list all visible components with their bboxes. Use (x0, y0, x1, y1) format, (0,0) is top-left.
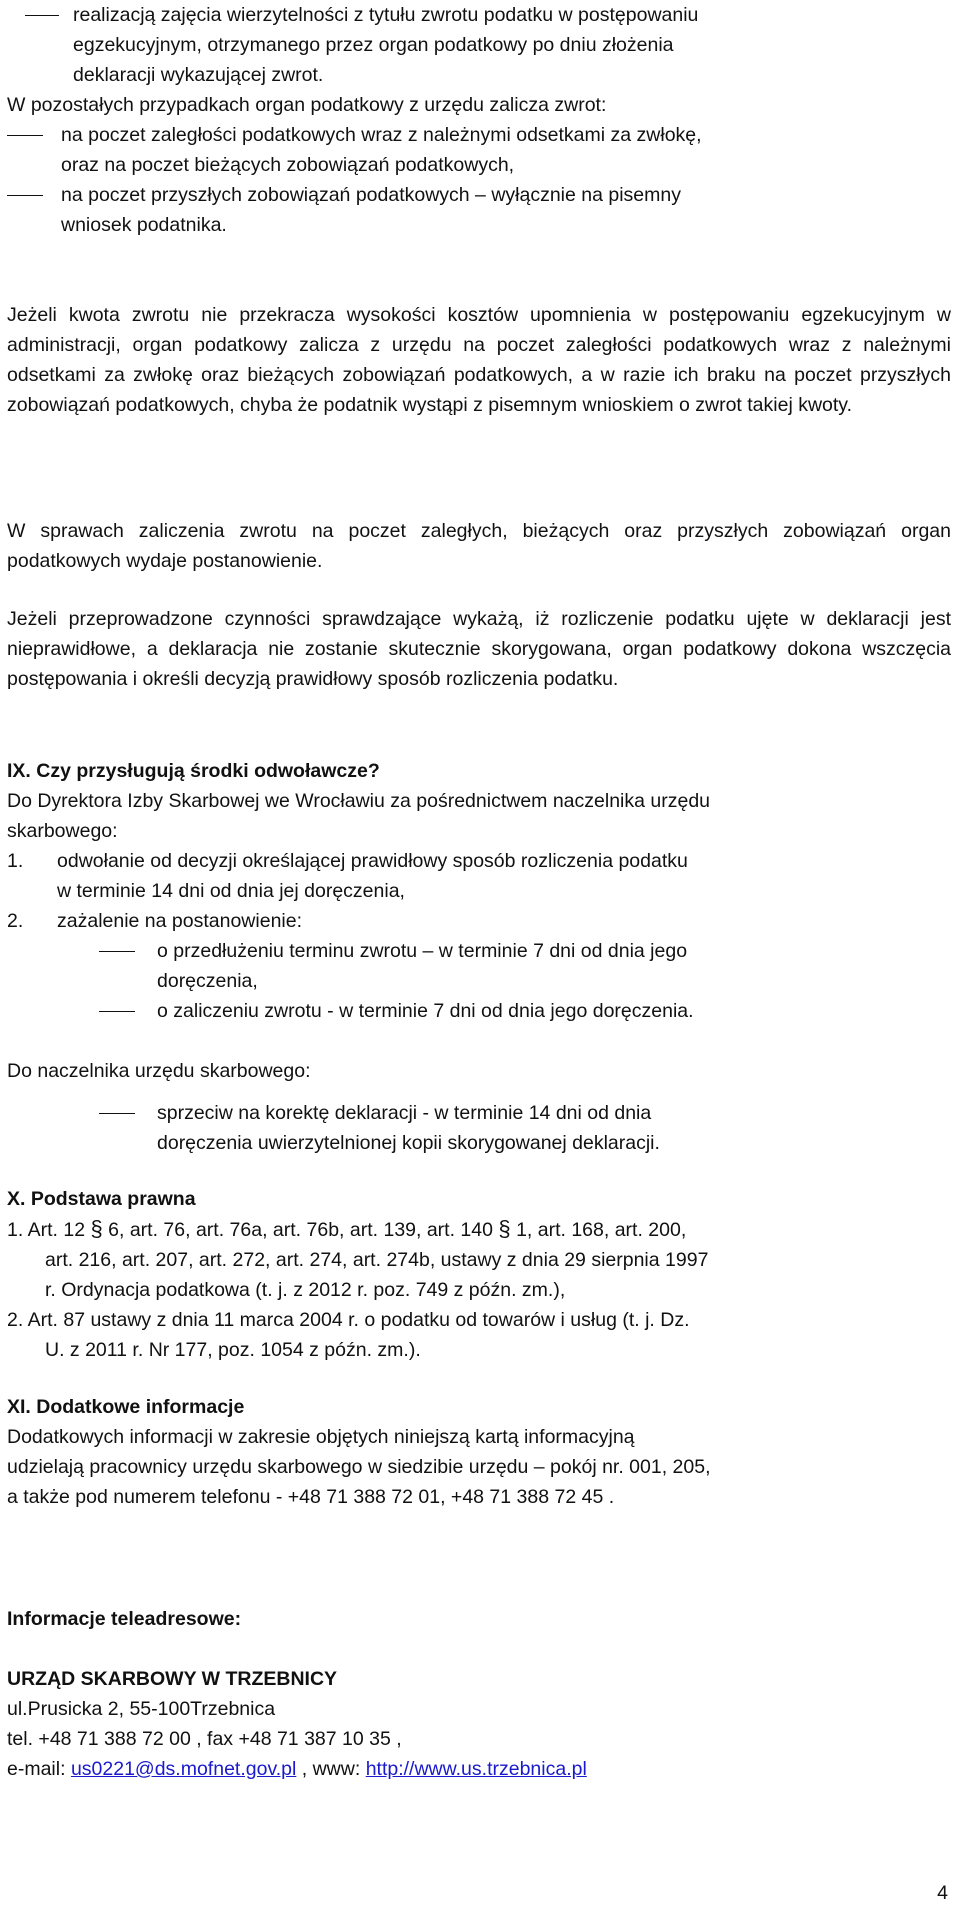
law-item-1-part-a: 1. Art. 12 (7, 1219, 86, 1241)
law-item-1-part-c: 1, art. 168, art. 200, (516, 1219, 687, 1241)
other-item-1b: oraz na poczet bieżących zobowiązań podatkowych, (61, 154, 515, 176)
paragraph-other-cases (7, 90, 951, 240)
section-xi-line-3: a także pod numerem telefonu - +48 71 388 72 01, +48 71 388 72 45 . (7, 1486, 615, 1508)
intro-line-1: realizacją zajęcia wierzytelności z tytułu zwrotu podatku w postępowaniu (73, 4, 699, 26)
paragraph-cost: Jeżeli kwota zwrotu nie przekracza wysokości kosztów upomnienia w postępowaniu egzekucyjnym w administracji, organ podatkowy zalicza z urzędu na poczet zaległości podatkowych wraz z należnymi odsetkami za zwłokę oraz bieżących zobowiązań podatkowych, a w razie ich braku na poczet przyszłych zobowiązań podatkowych, chyba że podatnik wystąpi z pisemnym wnioskiem o zwrot takiej kwoty. (7, 304, 951, 416)
contact-block (7, 1604, 951, 1784)
paragraph-sign-icon: § (498, 1216, 511, 1241)
section-x-title: X. Podstawa prawna (7, 1188, 196, 1210)
email-label: e-mail: (7, 1758, 71, 1780)
office-phone: tel. +48 71 388 72 00 , fax +48 71 387 10 35 , (7, 1728, 402, 1750)
section-xi-line-1: Dodatkowych informacji w zakresie objętych niniejszą kartą informacyjną (7, 1426, 635, 1448)
other-item-2a: na poczet przyszłych zobowiązań podatkowych – wyłącznie na pisemny (61, 184, 681, 206)
other-item-1a: na poczet zaległości podatkowych wraz z należnymi odsetkami za zwłokę, (61, 124, 702, 146)
paragraph-sign-icon: § (90, 1216, 103, 1241)
appeal-sub-1a: o przedłużeniu terminu zwrotu – w terminie 7 dni od dnia jego (157, 940, 688, 962)
dash-bullet (7, 195, 43, 196)
dash-bullet (7, 135, 43, 136)
website-link[interactable]: http://www.us.trzebnica.pl (365, 1758, 587, 1780)
section-ix-lead-1: Do Dyrektora Izby Skarbowej we Wrocławiu za pośrednictwem naczelnika urzędu (7, 790, 711, 812)
section-ix-title: IX. Czy przysługują środki odwoławcze? (7, 760, 380, 782)
section-xi-line-2: udzielają pracownicy urzędu skarbowego w siedzibie urzędu – pokój nr. 001, 205, (7, 1456, 711, 1478)
naczelnik-sub-a: sprzeciw na korektę deklaracji - w terminie 14 dni od dnia (157, 1102, 652, 1124)
office-address: ul.Prusicka 2, 55-100Trzebnica (7, 1698, 276, 1720)
dash-bullet (99, 1011, 135, 1012)
section-x (7, 1184, 951, 1365)
email-link[interactable]: us0221@ds.mofnet.gov.pl (70, 1758, 297, 1780)
appeal-item-2: zażalenie na postanowienie: (57, 910, 303, 932)
dash-bullet (25, 15, 59, 16)
naczelnik-lead: Do naczelnika urzędu skarbowego: (7, 1060, 311, 1082)
appeal-item-1b: w terminie 14 dni od dnia jej doręczenia, (57, 880, 405, 902)
other-lead: W pozostałych przypadkach organ podatkowy z urzędu zalicza zwrot: (7, 94, 607, 116)
paragraph-check: Jeżeli przeprowadzone czynności sprawdzające wykażą, iż rozliczenie podatku ujęte w deklaracji jest nieprawidłowe, a deklaracja nie zostanie skutecznie skorygowana, organ podatkowy dokona wszczęcia postępowania i określi decyzją prawidłowy sposób rozliczenia podatku. (7, 608, 951, 690)
section-xi (7, 1392, 951, 1512)
law-item-1-part-b: 6, art. 76, art. 76a, art. 76b, art. 139, art. 140 (108, 1219, 493, 1241)
dash-bullet (99, 951, 135, 952)
dash-bullet (99, 1113, 135, 1114)
appeal-item-1a: odwołanie od decyzji określającej prawidłowy sposób rozliczenia podatku (57, 850, 688, 872)
item-number: 2. (7, 910, 24, 932)
contact-heading: Informacje teleadresowe: (7, 1608, 242, 1630)
law-item-1-line-2: art. 216, art. 207, art. 272, art. 274, art. 274b, ustawy z dnia 29 sierpnia 1997 (45, 1249, 709, 1271)
section-ix-naczelnik (7, 1056, 951, 1158)
law-item-1-line-3: r. Ordynacja podatkowa (t. j. z 2012 r. poz. 749 z późn. zm.), (45, 1279, 566, 1301)
law-item-2-line-2: U. z 2011 r. Nr 177, poz. 1054 z późn. zm.). (45, 1339, 421, 1361)
naczelnik-sub-b: doręczenia uwierzytelnionej kopii skorygowanej deklaracji. (157, 1132, 660, 1154)
section-ix (7, 756, 951, 1026)
intro-list-item (7, 0, 951, 90)
item-number: 1. (7, 850, 24, 872)
www-label: , www: (296, 1758, 366, 1780)
appeal-sub-2: o zaliczeniu zwrotu - w terminie 7 dni od dnia jego doręczenia. (157, 1000, 694, 1022)
law-item-2-line-1: 2. Art. 87 ustawy z dnia 11 marca 2004 r. o podatku od towarów i usług (t. j. Dz. (7, 1309, 690, 1331)
other-item-2b: wniosek podatnika. (61, 214, 227, 236)
office-name: URZĄD SKARBOWY W TRZEBNICY (7, 1668, 338, 1690)
section-ix-lead-2: skarbowego: (7, 820, 118, 842)
page-number: 4 (937, 1882, 948, 1904)
intro-line-2: egzekucyjnym, otrzymanego przez organ podatkowy po dniu złożenia (73, 34, 674, 56)
section-xi-title: XI. Dodatkowe informacje (7, 1396, 245, 1418)
intro-line-3: deklaracji wykazującej zwrot. (73, 64, 324, 86)
paragraph-decision: W sprawach zaliczenia zwrotu na poczet zaległych, bieżących oraz przyszłych zobowiązań organ podatkowych wydaje postanowienie. (7, 520, 951, 572)
appeal-sub-1b: doręczenia, (157, 970, 258, 992)
